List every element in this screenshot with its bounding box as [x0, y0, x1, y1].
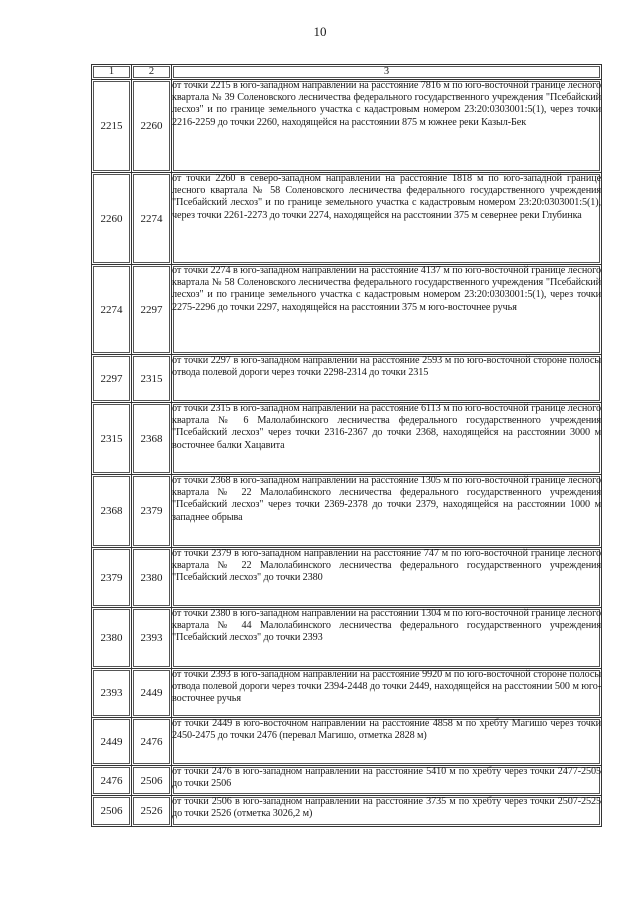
from-point-cell: 2506: [92, 796, 132, 827]
from-point-cell: 2315: [92, 403, 132, 475]
header-from-point: 1: [92, 65, 132, 80]
from-point-cell: 2297: [92, 355, 132, 403]
description-cell: от точки 2476 в юго-западном направлении на расстояние 5410 м по хребту через точки 2477-2505 до точки 2506: [172, 766, 602, 796]
table-row: [92, 669, 602, 718]
description-cell: от точки 2379 в юго-западном направлении на расстояние 747 м по юго-восточной границе лесного квартала № 22 Малолабинского лесничества федерального государственного учреждения "Псебайский лесхоз" до точки 2380: [172, 548, 602, 608]
table-row: [92, 718, 602, 766]
from-point-cell: 2380: [92, 608, 132, 669]
from-point-cell: 2393: [92, 669, 132, 718]
description-cell: от точки 2274 в юго-западном направлении на расстояние 4137 м по юго-восточной границе лесного квартала № 58 Соленовского лесничества федерального государственного учреждения "Псебайский лесхоз" и по границе земельного участка с кадастровым номером 23:20:0303001:5(1), через точки 2275-2296 до точки 2297, находящейся на расстоянии 375 м юго-восточнее ручья: [172, 265, 602, 355]
to-point-cell: 2379: [132, 475, 172, 548]
description-cell: от точки 2260 в северо-западном направлении на расстояние 1818 м по юго-западной границе лесного квартала № 58 Соленовского лесничества федерального государственного учреждения "Псебайский лесхоз" и по границе земельного участка с кадастровым номером 23:20:0303001:5(1), через точки 2261-2273 до точки 2274, находящейся на расстоянии 375 м севернее реки Глубинка: [172, 173, 602, 265]
to-point-cell: 2368: [132, 403, 172, 475]
to-point-cell: 2315: [132, 355, 172, 403]
table-row: [92, 548, 602, 608]
description-cell: от точки 2506 в юго-западном направлении на расстояние 3735 м по хребту через точки 2507-2525 до точки 2526 (отметка 3026,2 м): [172, 796, 602, 827]
to-point-cell: 2380: [132, 548, 172, 608]
table-header-row: [92, 65, 602, 80]
table-row: [92, 796, 602, 827]
to-point-cell: 2476: [132, 718, 172, 766]
from-point-cell: 2379: [92, 548, 132, 608]
description-cell: от точки 2215 в юго-западном направлении на расстояние 7816 м по юго-восточной границе лесного квартала № 39 Соленовского лесничества федерального государственного учреждения "Псебайский лесхоз" и по границе земельного участка с кадастровым номером 23:20:0303001:5(1), через точки 2216-2259 до точки 2260, находящейся на расстоянии 875 м южнее реки Казыл-Бек: [172, 80, 602, 173]
to-point-cell: 2260: [132, 80, 172, 173]
from-point-cell: 2274: [92, 265, 132, 355]
to-point-cell: 2449: [132, 669, 172, 718]
table-row: [92, 608, 602, 669]
header-description: 3: [172, 65, 602, 80]
from-point-cell: 2476: [92, 766, 132, 796]
description-cell: от точки 2449 в юго-восточном направлении на расстояние 4858 м по хребту Магишо через точки 2450-2475 до точки 2476 (перевал Магишо, отметка 2828 м): [172, 718, 602, 766]
table-row: [92, 766, 602, 796]
to-point-cell: 2393: [132, 608, 172, 669]
description-cell: от точки 2297 в юго-западном направлении на расстояние 2593 м по юго-восточной стороне полосы отвода полевой дороги через точки 2298-2314 до точки 2315: [172, 355, 602, 403]
to-point-cell: 2274: [132, 173, 172, 265]
boundary-table: [91, 64, 602, 827]
description-cell: от точки 2393 в юго-западном направлении на расстояние 9920 м по юго-восточной стороне полосы отвода полевой дороги через точки 2394-2448 до точки 2449, находящейся на расстоянии 500 м юго-восточнее ручья: [172, 669, 602, 718]
from-point-cell: 2260: [92, 173, 132, 265]
to-point-cell: 2297: [132, 265, 172, 355]
description-cell: от точки 2315 в юго-западном направлении на расстояние 6113 м по юго-восточной границе лесного квартала № 6 Малолабинского лесничества федерального государственного учреждения "Псебайский лесхоз" через точки 2316-2367 до точки 2368, находящейся на расстоянии 3000 м восточнее балки Хацавита: [172, 403, 602, 475]
description-cell: от точки 2380 в юго-западном направлении на расстоянии 1304 м по юго-восточной границе лесного квартала № 44 Малолабинского лесничества федерального государственного учреждения "Псебайский лесхоз" до точки 2393: [172, 608, 602, 669]
table-row: [92, 80, 602, 173]
to-point-cell: 2506: [132, 766, 172, 796]
table-row: [92, 475, 602, 548]
from-point-cell: 2449: [92, 718, 132, 766]
header-to-point: 2: [132, 65, 172, 80]
table-row: [92, 355, 602, 403]
table-row: [92, 403, 602, 475]
page-number: 10: [313, 24, 327, 39]
to-point-cell: 2526: [132, 796, 172, 827]
description-cell: от точки 2368 в юго-западном направлении на расстояние 1305 м по юго-восточной границе лесного квартала № 22 Малолабинского лесничества федерального государственного учреждения "Псебайский лесхоз" через точки 2369-2378 до точки 2379, находящейся на расстоянии 1000 м западнее обрыва: [172, 475, 602, 548]
table-row: [92, 265, 602, 355]
table-row: [92, 173, 602, 265]
from-point-cell: 2368: [92, 475, 132, 548]
from-point-cell: 2215: [92, 80, 132, 173]
